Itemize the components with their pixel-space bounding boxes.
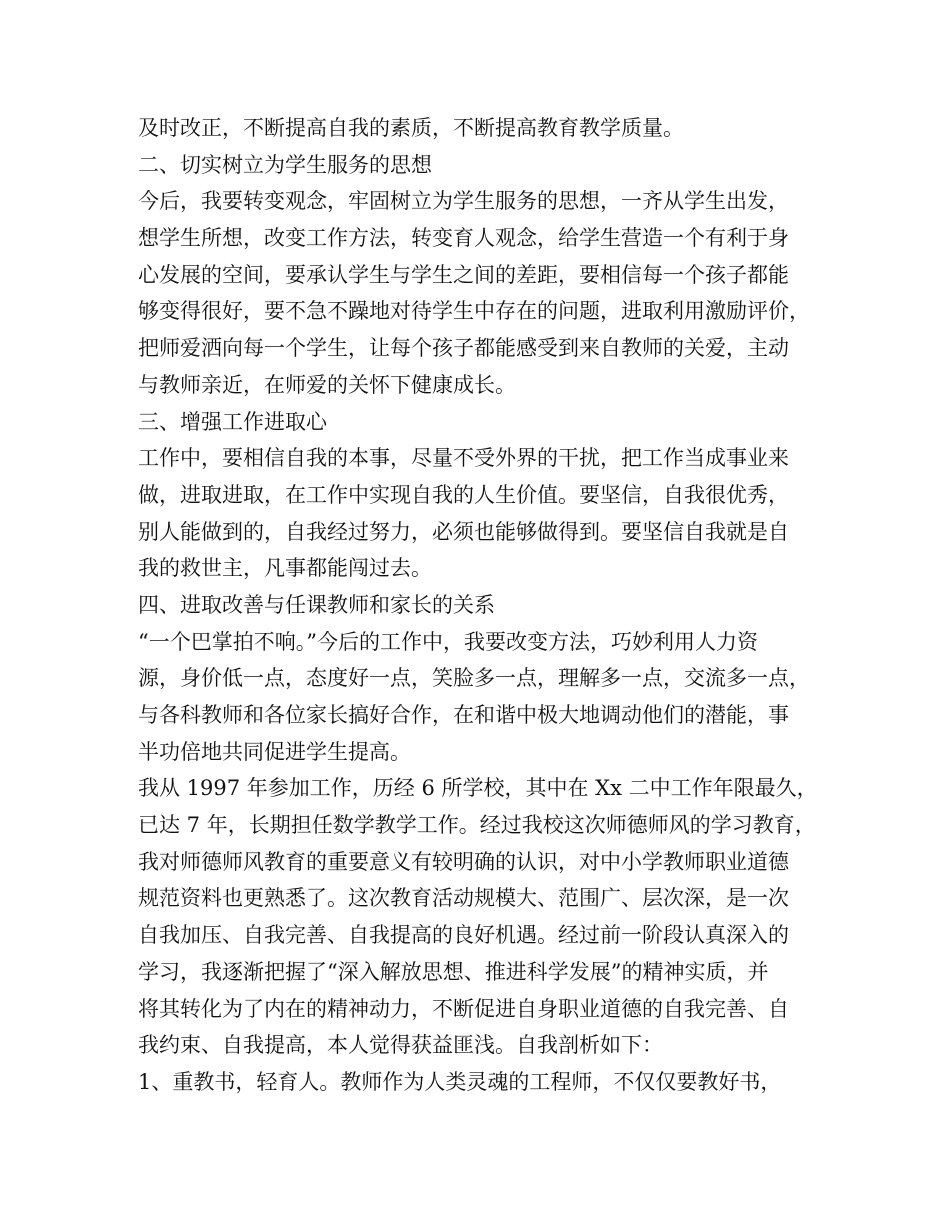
text-line: 将其转化为了内在的精神动力，不断促进自身职业道德的自我完善、自 xyxy=(138,996,789,1021)
text-line: 把师爱洒向每一个学生，让每个孩子都能感受到来自教师的关爱，主动 xyxy=(138,336,789,361)
section-heading: 二、切实树立为学生服务的思想 xyxy=(138,152,432,177)
text-line: 半功倍地共同促进学生提高。 xyxy=(138,739,411,764)
section-heading: 四、进取改善与任课教师和家长的关系 xyxy=(138,592,495,617)
text-line: 我的救世主，凡事都能闯过去。 xyxy=(138,556,432,581)
document-body xyxy=(138,110,828,1101)
text-line: 我约束、自我提高，本人觉得获益匪浅。自我剖析如下： xyxy=(138,1033,663,1058)
text-line: 我从 1997 年参加工作，历经 6 所学校，其中在 Xx 二中工作年限最久， xyxy=(138,776,818,801)
text-line: 规范资料也更熟悉了。这次教育活动规模大、范围广、层次深，是一次 xyxy=(138,886,789,911)
text-line: 与各科教师和各位家长搞好合作，在和谐中极大地调动他们的潜能，事 xyxy=(138,703,789,727)
text-line: 别人能做到的，自我经过努力，必须也能够做得到。要坚信自我就是自 xyxy=(138,519,789,544)
text-line: 及时改正，不断提高自我的素质，不断提高教育教学质量。 xyxy=(138,116,684,140)
text-line: 与教师亲近，在师爱的关怀下健康成长。 xyxy=(138,372,516,397)
text-line: 够变得很好，要不急不躁地对待学生中存在的问题，进取利用激励评价， xyxy=(138,299,810,324)
text-line: 学习，我逐渐把握了“深入解放思想、推进科学发展”的精神实质，并 xyxy=(138,959,769,984)
text-line: 自我加压、自我完善、自我提高的良好机遇。经过前一阶段认真深入的 xyxy=(138,923,789,948)
text-line: 1、重教书，轻育人。教师作为人类灵魂的工程师，不仅仅要教好书， xyxy=(138,1069,782,1094)
text-line: “一个巴掌拍不响。”今后的工作中，我要改变方法，巧妙利用人力资 xyxy=(138,629,758,654)
text-line: 做，进取进取，在工作中实现自我的人生价值。要坚信，自我很优秀， xyxy=(138,482,789,507)
text-line: 想学生所想，改变工作方法，转变育人观念，给学生营造一个有利于身 xyxy=(138,226,789,251)
text-line: 已达 7 年，长期担任数学教学工作。经过我校这次师德师风的学习教育， xyxy=(138,813,816,838)
text-line: 我对师德师风教育的重要意义有较明确的认识，对中小学教师职业道德 xyxy=(138,849,789,874)
text-line: 工作中，要相信自我的本事，尽量不受外界的干扰，把工作当成事业来 xyxy=(138,446,789,471)
section-heading: 三、增强工作进取心 xyxy=(138,409,327,434)
text-line: 心发展的空间，要承认学生与学生之间的差距，要相信每一个孩子都能 xyxy=(138,262,789,287)
text-line: 源，身价低一点，态度好一点，笑脸多一点，理解多一点，交流多一点， xyxy=(138,666,810,691)
text-line: 今后，我要转变观念，牢固树立为学生服务的思想，一齐从学生出发， xyxy=(138,189,789,214)
